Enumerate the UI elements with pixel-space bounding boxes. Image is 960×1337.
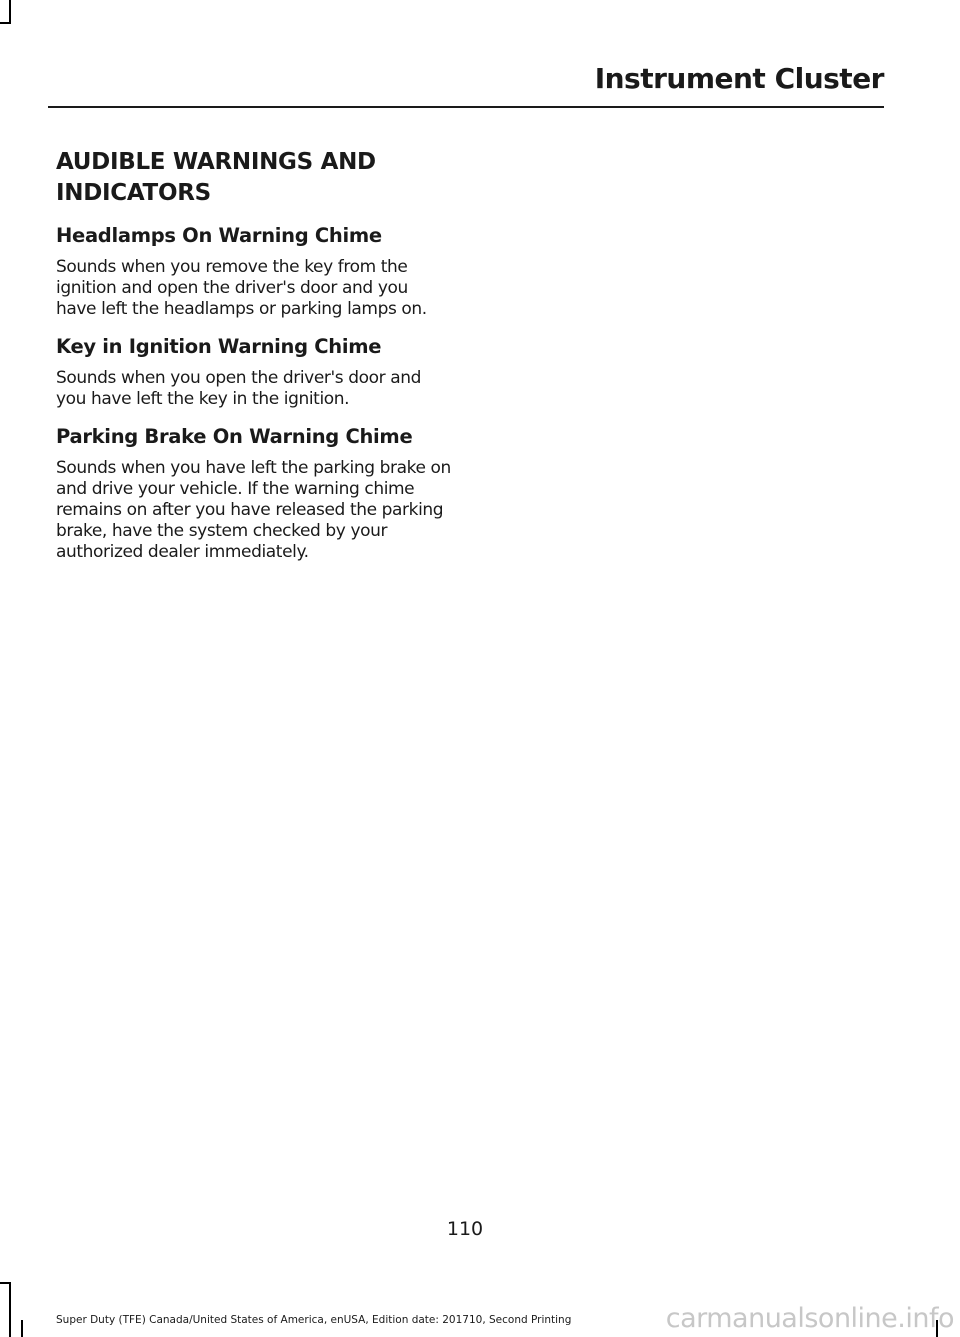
subsection-heading-headlamps: Headlamps On Warning Chime bbox=[56, 224, 382, 247]
subsection-body-key-ignition: Sounds when you open the driver's door and you have left the key in the ignition. bbox=[56, 368, 421, 409]
edition-footer: Super Duty (TFE) Canada/United States of America, enUSA, Edition date: 201710, Second Printing bbox=[56, 1314, 572, 1326]
watermark: carmanualsonline.info bbox=[665, 1303, 954, 1334]
page-number: 110 bbox=[446, 1218, 484, 1240]
subsection-body-headlamps: Sounds when you remove the key from the ignition and open the driver's door and you have left the headlamps or parking lamps on. bbox=[56, 257, 427, 319]
subsection-heading-key-ignition: Key in Ignition Warning Chime bbox=[56, 335, 382, 358]
crop-mark-top-left-vertical bbox=[9, 0, 11, 24]
subsection-heading-parking-brake: Parking Brake On Warning Chime bbox=[56, 425, 413, 448]
crop-mark-bottom-left-inner bbox=[21, 1320, 23, 1337]
section-title: AUDIBLE WARNINGS AND INDICATORS bbox=[56, 149, 376, 206]
chapter-title: Instrument Cluster bbox=[594, 62, 884, 95]
header-divider bbox=[48, 106, 884, 108]
subsection-body-parking-brake: Sounds when you have left the parking brake on and drive your vehicle. If the warning chime remains on after you have released the parking brake, have the system checked by your authorized dealer immediately. bbox=[56, 458, 451, 562]
crop-mark-top-left-horizontal bbox=[0, 22, 11, 24]
crop-mark-bottom-left-horizontal bbox=[0, 1282, 11, 1284]
crop-mark-bottom-left-vertical bbox=[9, 1282, 11, 1337]
main-content bbox=[56, 147, 452, 577]
